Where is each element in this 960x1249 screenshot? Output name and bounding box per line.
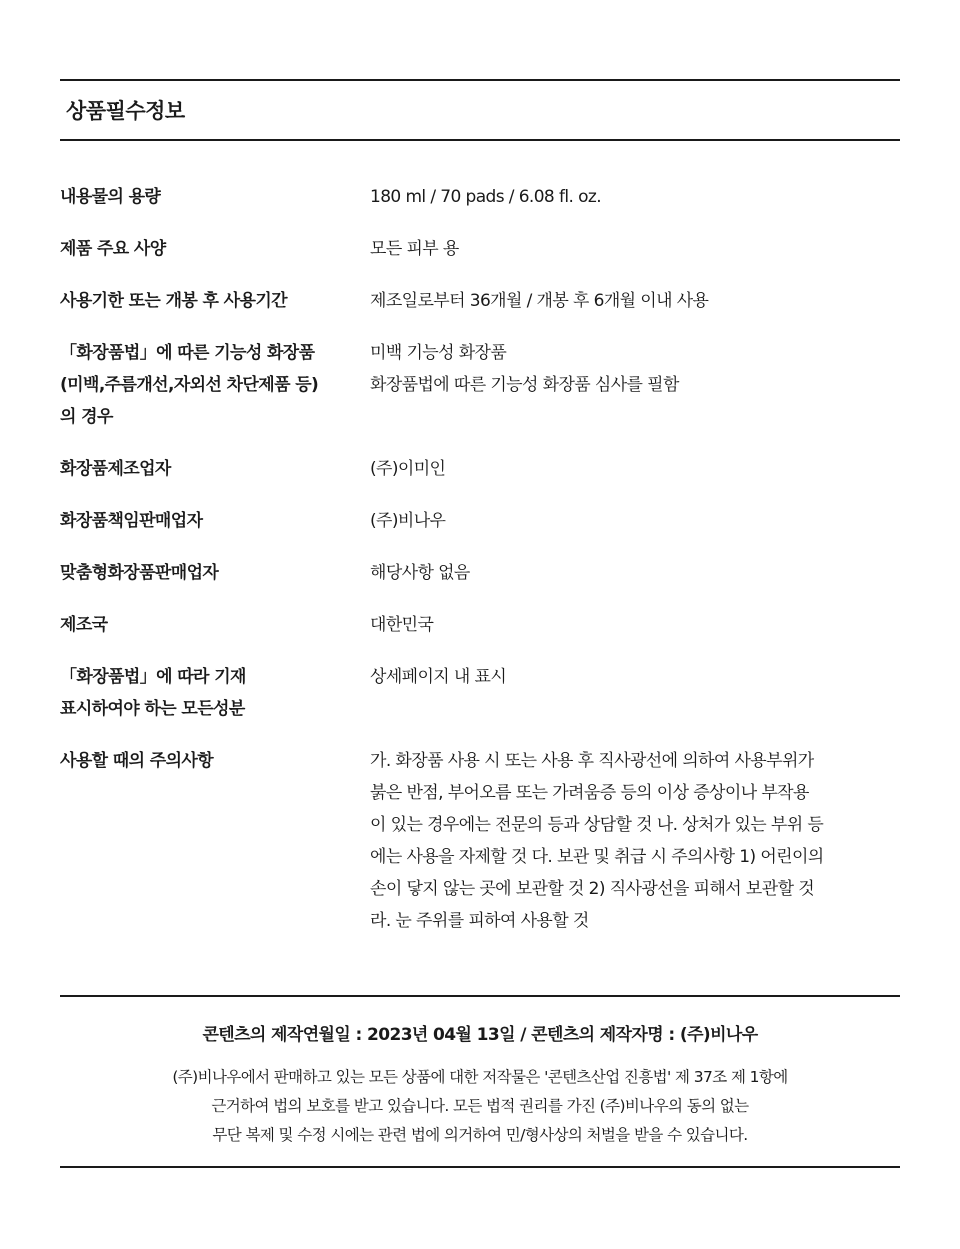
spec-value-line: 모든 피부 용 bbox=[370, 239, 459, 259]
spec-value bbox=[370, 337, 900, 433]
spec-label-line: 내용물의 용량 bbox=[60, 187, 161, 207]
spec-value-line: 상세페이지 내 표시 bbox=[370, 667, 507, 687]
copyright-line: 근거하여 법의 보호를 받고 있습니다. 모든 법적 권리를 가진 (주)비나우의 동의 없는 bbox=[211, 1097, 749, 1115]
copyright-line: (주)비나우에서 판매하고 있는 모든 상품에 대한 저작물은 '콘텐츠산업 진흥법' 제 37조 제 1항에 bbox=[172, 1068, 788, 1086]
spec-label bbox=[60, 557, 370, 589]
spec-value bbox=[370, 453, 900, 485]
spec-value bbox=[370, 505, 900, 537]
spec-label-line: 제품 주요 사양 bbox=[60, 239, 166, 259]
spec-value-line: 붉은 반점, 부어오름 또는 가려움증 등의 이상 증상이나 부작용 bbox=[370, 783, 809, 803]
spec-label bbox=[60, 285, 370, 317]
spec-label-line: 맞춤형화장품판매업자 bbox=[60, 563, 219, 583]
spec-label bbox=[60, 661, 370, 725]
spec-value bbox=[370, 745, 900, 937]
spec-label-line: 사용할 때의 주의사항 bbox=[60, 751, 214, 771]
copyright-footer bbox=[60, 995, 900, 1168]
copyright-notice bbox=[60, 1063, 900, 1150]
spec-label bbox=[60, 233, 370, 265]
spec-row bbox=[60, 661, 900, 725]
spec-value bbox=[370, 557, 900, 589]
spec-value-line: 해당사항 없음 bbox=[370, 563, 470, 583]
spec-row bbox=[60, 505, 900, 537]
spec-label-line: 제조국 bbox=[60, 615, 108, 635]
spec-label bbox=[60, 745, 370, 937]
spec-table bbox=[60, 141, 900, 937]
product-info-section bbox=[60, 79, 900, 957]
spec-label bbox=[60, 505, 370, 537]
spec-value-line: 라. 눈 주위를 피하여 사용할 것 bbox=[370, 911, 589, 931]
spec-label-line: 의 경우 bbox=[60, 407, 113, 427]
spec-value bbox=[370, 609, 900, 641]
spec-label bbox=[60, 337, 370, 433]
spec-value-line: 에는 사용을 자제할 것 다. 보관 및 취급 시 주의사항 1) 어린이의 bbox=[370, 847, 824, 867]
spec-value-line: 이 있는 경우에는 전문의 등과 상담할 것 나. 상처가 있는 부위 등 bbox=[370, 815, 824, 835]
spec-value-line: 제조일로부터 36개월 / 개봉 후 6개월 이내 사용 bbox=[370, 291, 709, 311]
spec-value bbox=[370, 661, 900, 725]
spec-row bbox=[60, 233, 900, 265]
spec-value-line: 화장품법에 따른 기능성 화장품 심사를 필함 bbox=[370, 375, 679, 395]
spec-row bbox=[60, 557, 900, 589]
copyright-line: 무단 복제 및 수정 시에는 관련 법에 의거하여 민/형사상의 처벌을 받을 수 있습니다. bbox=[212, 1126, 748, 1144]
spec-label-line: 표시하여야 하는 모든성분 bbox=[60, 699, 245, 719]
spec-label bbox=[60, 609, 370, 641]
spec-label-line: 사용기한 또는 개봉 후 사용기간 bbox=[60, 291, 287, 311]
spec-value-line: (주)이미인 bbox=[370, 459, 446, 479]
content-production-info: 콘텐츠의 제작연월일 : 2023년 04월 13일 / 콘텐츠의 제작자명 : (주)비나우 bbox=[202, 1025, 758, 1045]
footer-bottom-divider bbox=[60, 1166, 900, 1168]
spec-label bbox=[60, 181, 370, 213]
section-title: 상품필수정보 bbox=[66, 99, 185, 123]
spec-label-line: 「화장품법」에 따른 기능성 화장품 bbox=[60, 343, 315, 363]
spec-row bbox=[60, 453, 900, 485]
spec-value-line: (주)비나우 bbox=[370, 511, 446, 531]
spec-row bbox=[60, 745, 900, 937]
spec-value-line: 180 ml / 70 pads / 6.08 fl. oz. bbox=[370, 187, 601, 207]
spec-label-line: 「화장품법」에 따라 기재 bbox=[60, 667, 246, 687]
spec-label-line: 화장품제조업자 bbox=[60, 459, 171, 479]
spec-value-line: 대한민국 bbox=[370, 615, 434, 635]
spec-row bbox=[60, 609, 900, 641]
spec-label-line: 화장품책임판매업자 bbox=[60, 511, 203, 531]
spec-value bbox=[370, 233, 900, 265]
spec-value-line: 가. 화장품 사용 시 또는 사용 후 직사광선에 의하여 사용부위가 bbox=[370, 751, 814, 771]
spec-value bbox=[370, 285, 900, 317]
spec-row bbox=[60, 337, 900, 433]
spec-label bbox=[60, 453, 370, 485]
spec-row bbox=[60, 181, 900, 213]
spec-value-line: 미백 기능성 화장품 bbox=[370, 343, 507, 363]
spec-value bbox=[370, 181, 900, 213]
spec-row bbox=[60, 285, 900, 317]
spec-value-line: 손이 닿지 않는 곳에 보관할 것 2) 직사광선을 피해서 보관할 것 bbox=[370, 879, 815, 899]
spec-label-line: (미백,주름개선,자외선 차단제품 등) bbox=[60, 375, 319, 395]
